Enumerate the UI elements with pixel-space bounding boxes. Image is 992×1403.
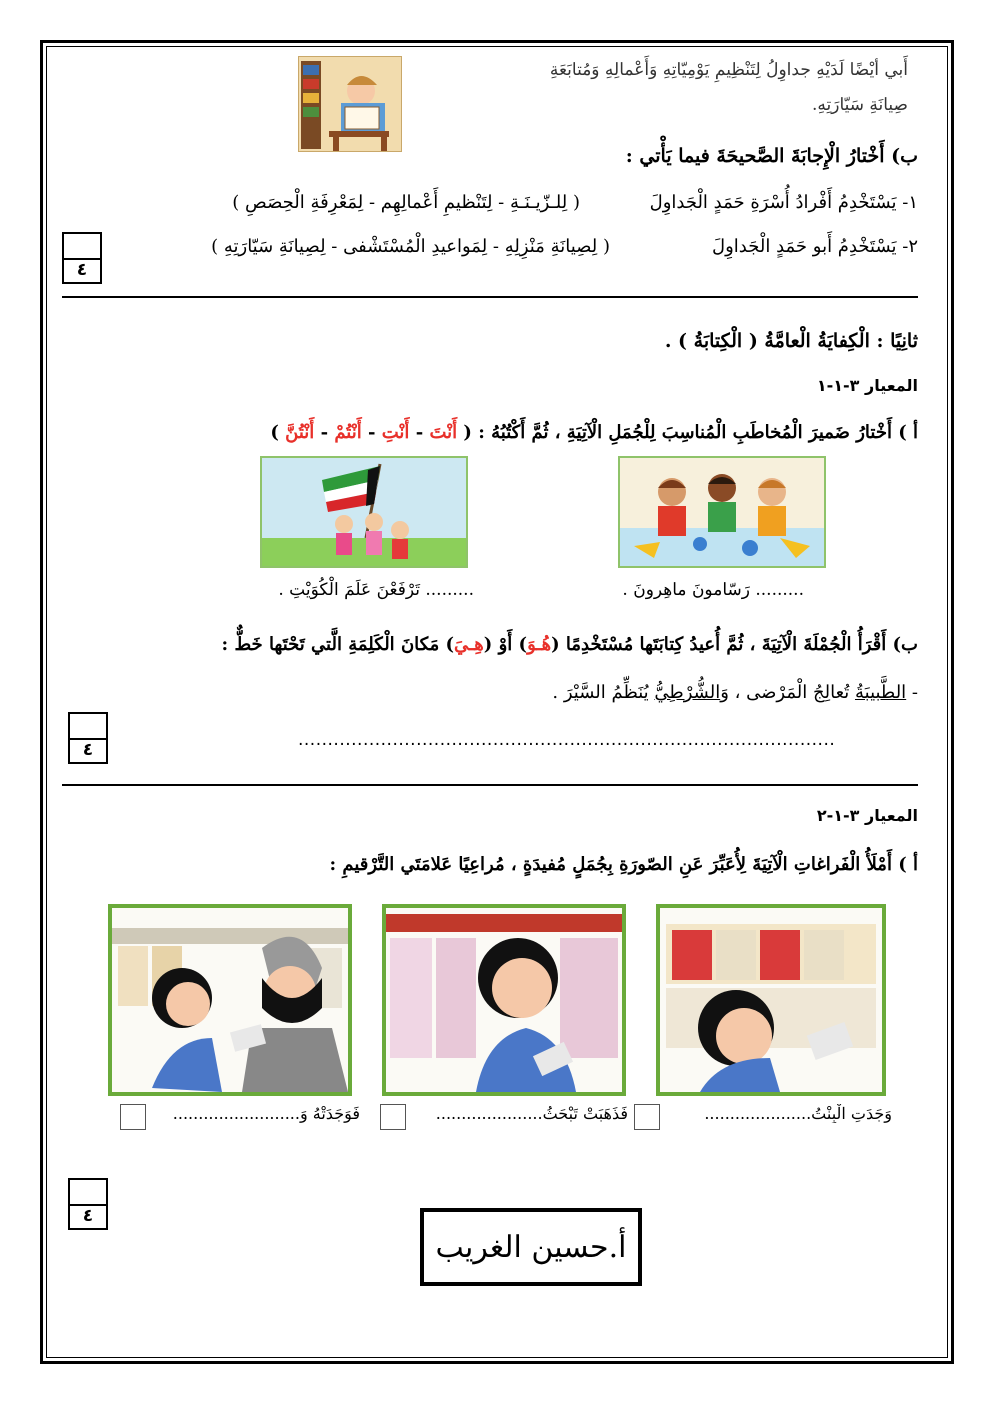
- answer-line[interactable]: ...........................................................................................: [298, 730, 836, 750]
- qb-suffix: ) مَكانَ الْكَلِمَةِ الَّتي تَحْتَها خَطٌّ :: [221, 634, 455, 655]
- standard-3-1-2: المعيار ٣-١-٢: [816, 806, 918, 825]
- sentence-girls: ......... تَرْفَعْنَ عَلَمَ الْكُوَيْتِ .: [278, 580, 474, 600]
- punctuation-box-3[interactable]: [120, 1104, 146, 1130]
- pronoun-anta: أَنْتَ: [429, 422, 458, 443]
- qa-suffix: ): [270, 422, 286, 443]
- q2-options-text[interactable]: ( لِصِيانَةِ مَنْزِلِهِ - لِمَواعيدِ الْمُسْتَشْفى - لِصِيانَةِ سَيّارَتِهِ ): [211, 236, 610, 257]
- story-picture-3: [108, 904, 352, 1096]
- score-value-2: ٤: [82, 740, 94, 760]
- question-b-rewrite: [98, 634, 918, 655]
- teacher-name: أ.حسين الغريب: [435, 1229, 627, 1265]
- section-b-heading: ب) أَخْتارُ الْإِجابَةَ الصَّحيحَةَ فيما يَأْتي :: [625, 145, 918, 167]
- q1-options: [150, 192, 580, 213]
- qa-prefix: أ ) أَخْتارُ ضَميرَ الْمُخاطَبِ الْمُناسِبَ لِلْجُمَلِ الْآتِيَةِ ، ثُمَّ أَكْتُبُهُ : (: [463, 422, 918, 443]
- score-box-1[interactable]: [62, 232, 102, 284]
- score-box-2[interactable]: [68, 712, 108, 764]
- sentence-dash: -: [906, 682, 918, 703]
- pronoun-sep-2: -: [361, 422, 382, 443]
- pronoun-antunna: أَنْتُنَّ: [285, 422, 315, 443]
- qb-huwa: هُـوَ: [527, 634, 552, 655]
- underlined-word-policeman: الشُّرْطِيُّ: [654, 682, 721, 703]
- question-a-fill: أ ) أَمْلَأُ الْفَراغاتِ الْآتِيَةَ لِأُعَبِّرَ عَنِ الصّورَةِ بِجُمَلٍ مُفيدَةٍ ، مُراعِيًا عَلامَتَي التَّرْقيمِ :: [329, 854, 918, 875]
- pronoun-anti: أَنْتِ: [381, 422, 410, 443]
- intro-text-line2: صِيانَةِ سَيّارَتِهِ.: [811, 95, 908, 115]
- caption-2: فَذَهَبَتْ تَبْحَثُ.....................: [435, 1104, 628, 1123]
- qb-mid: ) أَوْ (: [483, 634, 528, 655]
- sentence-part-4: يُنَظِّمُ السَّيْرَ .: [552, 682, 655, 703]
- punctuation-box-1[interactable]: [634, 1104, 660, 1130]
- qb-hiya: هِـيَ: [454, 634, 484, 655]
- score-value-3: ٤: [82, 1206, 94, 1226]
- sentence-boys: ......... رَسّامونَ ماهِرونَ .: [622, 580, 804, 600]
- score-value-1: ٤: [76, 260, 88, 280]
- q1-stem: ١- يَسْتَخْدِمُ أَفْرادُ أُسْرَةِ حَمَدٍ الْجَداوِلَ: [649, 192, 918, 213]
- sentence-part-2: تُعالِجُ الْمَرْضى ، وَ: [720, 682, 855, 703]
- q2-stem: ٢- يَسْتَخْدِمُ أَبو حَمَدٍ الْجَداوِلَ: [712, 236, 918, 257]
- score-box-3[interactable]: [68, 1178, 108, 1230]
- q2-options: [130, 236, 610, 257]
- underlined-word-doctor: الطَّبيبَةُ: [854, 682, 907, 703]
- q1-options-text[interactable]: ( لِلـزّيـنَـةِ - لِتَنْظيمِ أَعْمالِهِم - لِمَعْرِفَةِ الْحِصَصِ ): [232, 192, 580, 213]
- intro-text-line1: أَبي أيْضًا لَدَيْهِ جداوِلُ لِتَنْظِيمِ يَوْمِيّاتِهِ وَأَعْمالِهِ وَمُتابَعَةِ: [549, 60, 908, 80]
- teacher-signature-box: [420, 1208, 642, 1286]
- story-picture-1: [656, 904, 886, 1096]
- divider-1: [62, 296, 918, 298]
- father-reading-image: [298, 56, 402, 152]
- divider-2: [62, 784, 918, 786]
- rewrite-sentence: [418, 682, 918, 703]
- caption-3: فَوَجَدَتْهُ وَ.........................: [172, 1104, 360, 1123]
- girls-flag-image: [260, 456, 468, 568]
- pronoun-antum: أَنْتُمْ: [334, 422, 362, 443]
- pronoun-sep-3: -: [314, 422, 335, 443]
- punctuation-box-2[interactable]: [380, 1104, 406, 1130]
- pronoun-sep-1: -: [409, 422, 430, 443]
- standard-3-1-1: المعيار ٣-١-١: [816, 376, 918, 395]
- story-picture-2: [382, 904, 626, 1096]
- question-a-pronouns: [128, 422, 918, 443]
- qb-prefix: ب) أَقْرَأُ الْجُمْلَةَ الْآتِيَةَ ، ثُمَّ أُعيدُ كِتابَتَها مُسْتَخْدِمًا (: [551, 634, 918, 655]
- caption-1: وَجَدَتِ الْبِنْتُ.....................: [704, 1104, 892, 1123]
- boys-painting-image: [618, 456, 826, 568]
- section2-title: ثانِيًا : الْكِفايَةُ الْعامَّةُ ( الْكِتابَةُ ) .: [664, 330, 918, 352]
